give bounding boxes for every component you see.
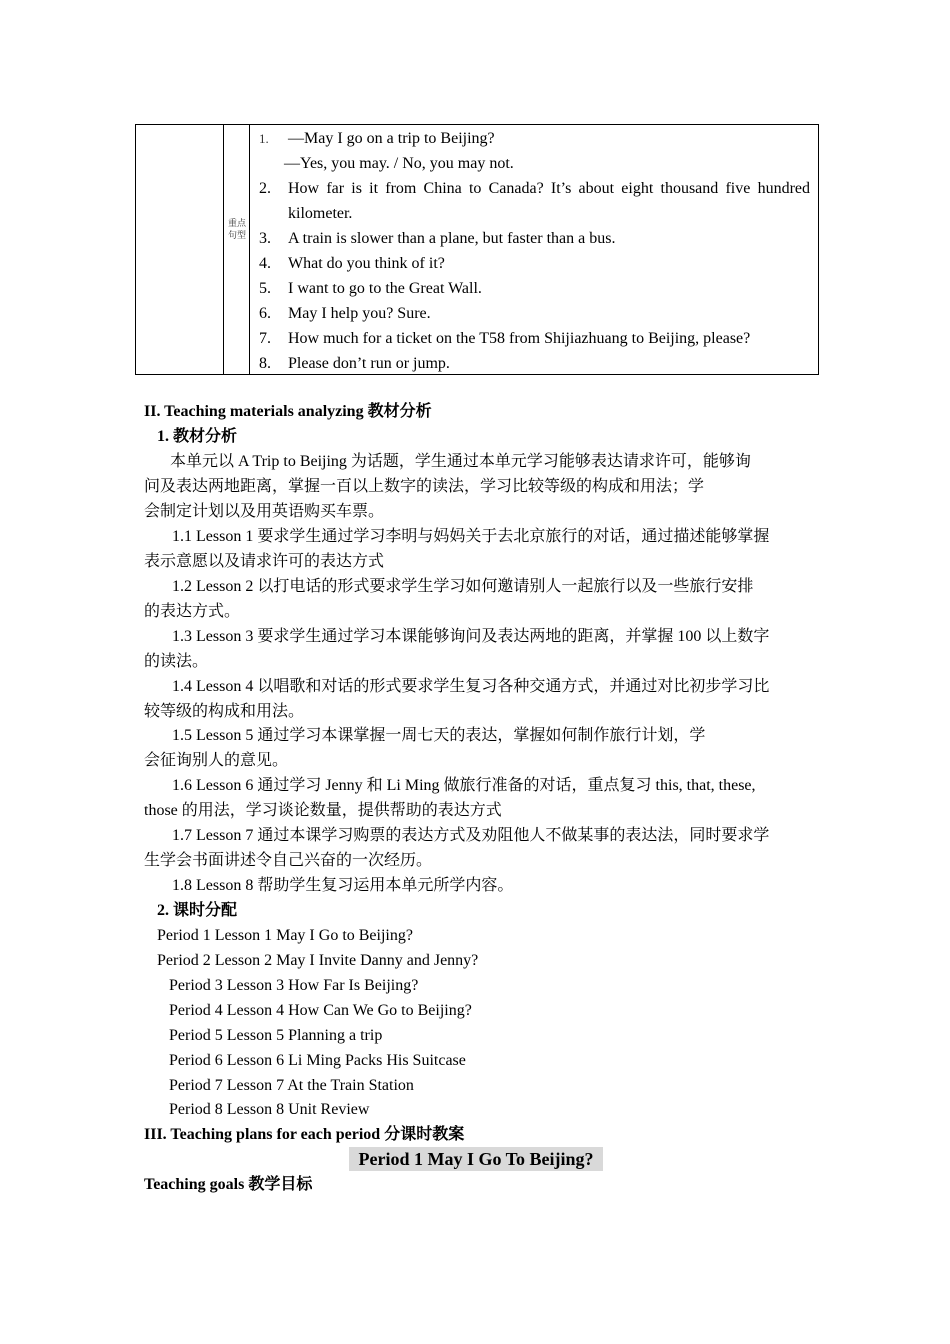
subheading: 1. 教材分析 (157, 428, 238, 445)
table-divider (249, 125, 250, 374)
sentence-patterns-table (135, 124, 819, 375)
teaching-goals-heading: Teaching goals 教学目标 (144, 1176, 313, 1193)
period-item: Period 8 Lesson 8 Unit Review (169, 1101, 370, 1118)
section-heading: III. Teaching plans for each period 分课时教案 (144, 1126, 465, 1143)
section-heading: II. Teaching materials analyzing 教材分析 (144, 403, 432, 420)
paragraph-line: 的读法。 (144, 653, 209, 670)
period-item: Period 4 Lesson 4 How Can We Go to Beijing? (169, 1002, 472, 1019)
paragraph-line: 1.7 Lesson 7 通过本课学习购票的表达方式及劝阻他人不做某事的表达法，同时要求学 (172, 827, 770, 844)
paragraph-line: 1.6 Lesson 6 通过学习 Jenny 和 Li Ming 做旅行准备的对话，重点复习 this, that, these, (172, 777, 756, 794)
paragraph-line: 1.4 Lesson 4 以唱歌和对话的形式要求学生复习各种交通方式，并通过对比初步学习比 (172, 678, 770, 695)
table-row: 1. —May I go on a trip to Beijing? (259, 130, 495, 147)
table-row: 2. How far is it from China to Canada? It’s about eight thousand five hundred kilometer. (259, 180, 810, 222)
paragraph-line: 会征询别人的意见。 (144, 752, 289, 769)
period-title: Period 1 May I Go To Beijing? (349, 1147, 603, 1171)
table-row: 3. A train is slower than a plane, but faster than a bus. (259, 230, 616, 247)
paragraph-line: 的表达方式。 (144, 603, 241, 620)
paragraph-line: 1.1 Lesson 1 要求学生通过学习李明与妈妈关于去北京旅行的对话，通过描述能够掌握 (172, 528, 770, 545)
paragraph-line: 1.5 Lesson 5 通过学习本课掌握一周七天的表达，掌握如何制作旅行计划，学 (172, 727, 706, 744)
table-row: 8. Please don’t run or jump. (259, 355, 450, 372)
table-row: 5. I want to go to the Great Wall. (259, 280, 482, 297)
paragraph-line: 1.3 Lesson 3 要求学生通过学习本课能够询问及表达两地的距离，并掌握 100 以上数字 (172, 628, 770, 645)
period-item: Period 5 Lesson 5 Planning a trip (169, 1027, 383, 1044)
paragraph-line: 生学会书面讲述令自己兴奋的一次经历。 (144, 852, 433, 869)
table-row: 4. What do you think of it? (259, 255, 445, 272)
table-row: 6. May I help you? Sure. (259, 305, 431, 322)
paragraph-line: those 的用法，学习谈论数量，提供帮助的表达方式 (144, 802, 502, 819)
paragraph-line: 本单元以 A Trip to Beijing 为话题，学生通过本单元学习能够表达请求许可，能够询 (170, 453, 751, 470)
subheading: 2. 课时分配 (157, 902, 238, 919)
table-divider (223, 125, 224, 374)
paragraph-line: 问及表达两地距离，掌握一百以上数字的读法，学习比较等级的构成和用法；学 (144, 478, 705, 495)
paragraph-line: 1.2 Lesson 2 以打电话的形式要求学生学习如何邀请别人一起旅行以及一些旅行安排 (172, 578, 754, 595)
paragraph-line: 会制定计划以及用英语购买车票。 (144, 503, 385, 520)
paragraph-line: 表示意愿以及请求许可的表达方式 (144, 553, 385, 570)
paragraph-line: 1.8 Lesson 8 帮助学生复习运用本单元所学内容。 (172, 877, 514, 894)
period-item: Period 2 Lesson 2 May I Invite Danny and Jenny? (157, 952, 479, 969)
table-row: 7. How much for a ticket on the T58 from Shijiazhuang to Beijing, please? (259, 330, 751, 347)
period-item: Period 7 Lesson 7 At the Train Station (169, 1077, 414, 1094)
table-row: —Yes, you may. / No, you may not. (284, 155, 514, 172)
period-item: Period 3 Lesson 3 How Far Is Beijing? (169, 977, 419, 994)
side-label: 重点句型 (227, 218, 246, 240)
period-item: Period 6 Lesson 6 Li Ming Packs His Suitcase (169, 1052, 466, 1069)
period-item: Period 1 Lesson 1 May I Go to Beijing? (157, 927, 413, 944)
paragraph-line: 较等级的构成和用法。 (144, 703, 305, 720)
